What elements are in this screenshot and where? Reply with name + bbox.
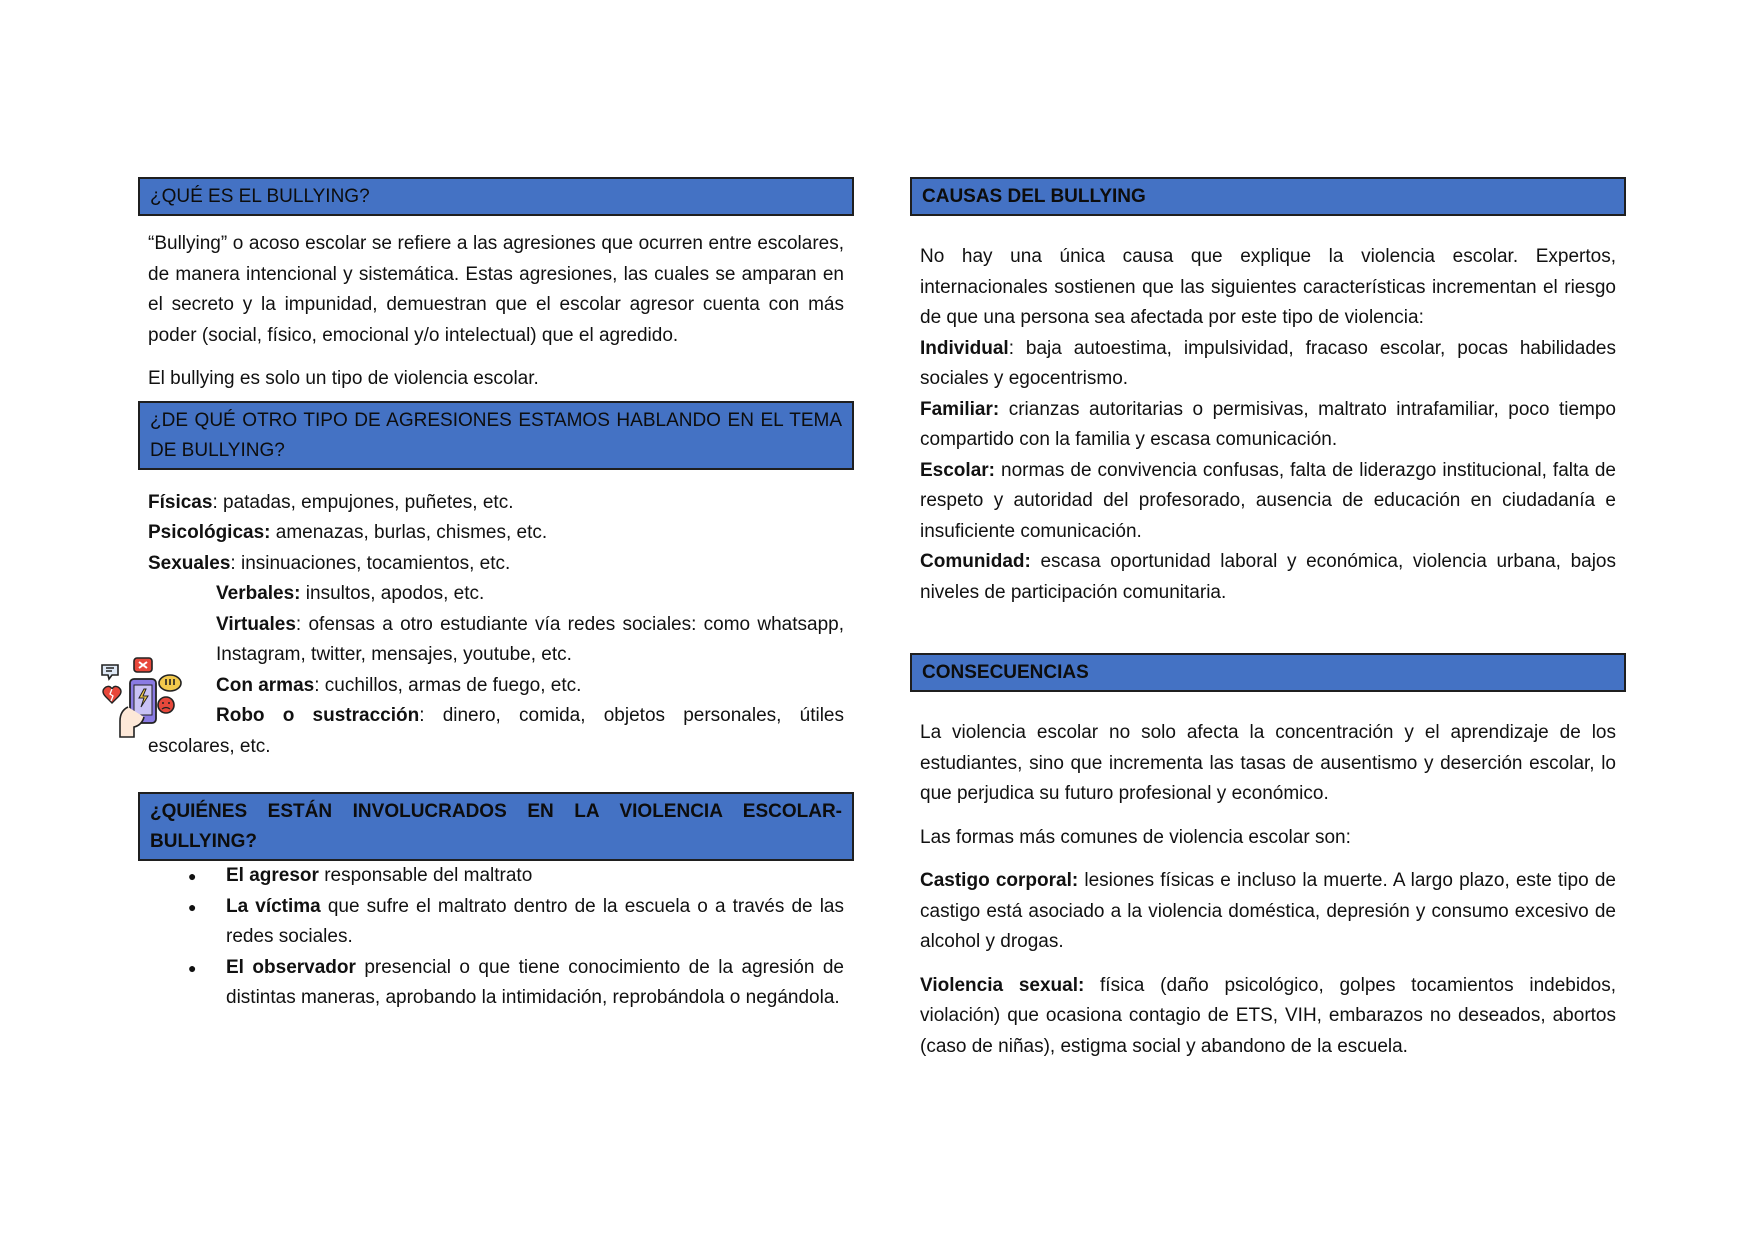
- tipo-desc: cuchillos, armas de fuego, etc.: [319, 674, 582, 696]
- bullet-icon: ●: [188, 868, 197, 884]
- violencia-sexual: [910, 971, 1626, 1063]
- causas-intro: No hay una única causa que explique la violencia escolar. Expertos, internacionales sostienen que las siguientes características incrementan el riesgo de que una persona sea afectada por este tipo de violencia:: [920, 246, 1616, 328]
- tipo-sep: :: [295, 613, 302, 635]
- tipo-term: Con armas: [216, 674, 315, 696]
- involucrado-desc: responsable del maltrato: [318, 865, 533, 886]
- left-column: [138, 177, 854, 1014]
- que-es-note: El bullying es solo un tipo de violencia escolar.: [148, 368, 539, 389]
- tipo-desc: ofensas a otro estudiante vía redes sociales: como whatsapp, Instagram, twitter, mensajes, youtube, etc.: [216, 613, 844, 665]
- tipo-item: [138, 701, 854, 762]
- causa-desc: baja autoestima, impulsividad, fracaso escolar, pocas habilidades sociales y egocentrismo.: [920, 337, 1616, 389]
- castigo-term: Castigo corporal:: [920, 870, 1079, 891]
- causa-desc: normas de convivencia confusas, falta de liderazgo institucional, falta de respeto y autoridad del profesorado, ausencia de educación en ciudadanía e insuficiente comunicación.: [920, 459, 1616, 542]
- involucrado-term: La víctima: [226, 895, 321, 917]
- castigo-corporal: [910, 866, 1626, 958]
- tipo-term: Robo o sustracción: [216, 705, 420, 726]
- causa-desc: escasa oportunidad laboral y económica, violencia urbana, bajos niveles de participación comunitaria.: [920, 551, 1616, 603]
- consecuencias-heading: CONSECUENCIAS: [910, 653, 1626, 692]
- tipo-term: Virtuales: [216, 613, 296, 635]
- tipo-sep: :: [314, 674, 320, 696]
- right-column: [910, 177, 1626, 1062]
- causa-item: [910, 547, 1626, 608]
- tipo-item: [138, 549, 854, 580]
- consecuencias-p1: La violencia escolar no solo afecta la concentración y el aprendizaje de los estudiantes, sino que incrementa las tasas de ausentismo y deserción escolar, lo que perjudica su futuro profesional y económico.: [920, 722, 1616, 804]
- causa-item: [910, 395, 1626, 456]
- tipos-heading: ¿DE QUÉ OTRO TIPO DE AGRESIONES ESTAMOS HABLANDO EN EL TEMA DE BULLYING?: [138, 401, 854, 470]
- tipo-sep: :: [419, 705, 425, 726]
- causa-term: Comunidad:: [920, 551, 1031, 572]
- tipo-desc: insinuaciones, tocamientos, etc.: [235, 552, 511, 574]
- list-item: [188, 953, 844, 1014]
- tipo-term: Físicas: [148, 491, 213, 513]
- causa-desc: crianzas autoritarias o permisivas, maltrato intrafamiliar, poco tiempo compartido con la familia y escasa comunicación.: [920, 398, 1616, 450]
- involucrados-list: [138, 861, 854, 1014]
- tipo-desc: dinero, comida, objetos personales, útiles escolares, etc.: [148, 705, 844, 757]
- tipo-desc: amenazas, burlas, chismes, etc.: [270, 522, 548, 543]
- involucrado-term: El agresor: [226, 865, 319, 886]
- list-item: [188, 892, 844, 953]
- tipo-sep: :: [230, 552, 236, 574]
- causa-term: Familiar:: [920, 398, 1000, 420]
- tipo-item: [138, 579, 854, 610]
- bullet-icon: ●: [188, 898, 197, 915]
- bullet-icon: ●: [188, 959, 197, 976]
- sexual-term: Violencia sexual:: [920, 974, 1085, 996]
- que-es-heading: ¿QUÉ ES EL BULLYING?: [138, 177, 854, 216]
- castigo-desc: lesiones físicas e incluso la muerte. A largo plazo, este tipo de castigo está asociado a la violencia doméstica, depresión y consumo excesivo de alcohol y drogas.: [920, 870, 1616, 952]
- involucrado-desc: presencial o que tiene conocimiento de la agresión de distintas maneras, aprobando la intimidación, reprobándola o negándola.: [226, 956, 844, 1008]
- involucrado-desc: que sufre el maltrato dentro de la escuela o a través de las redes sociales.: [226, 895, 844, 947]
- tipo-item: [138, 671, 854, 702]
- tipo-item: [138, 610, 854, 671]
- tipo-desc: patadas, empujones, puñetes, etc.: [217, 491, 514, 513]
- causa-item: [910, 334, 1626, 395]
- causa-term: Individual: [920, 337, 1009, 359]
- tipo-term: Psicológicas:: [148, 522, 271, 543]
- causa-term: Escolar:: [920, 459, 995, 481]
- sexual-desc: física (daño psicológico, golpes tocamientos indebidos, violación) que ocasiona contagio de ETS, VIH, embarazos no deseados, abortos (caso de niñas), estigma social y abandono de la escuela.: [920, 974, 1616, 1057]
- causa-sep: :: [1008, 337, 1014, 359]
- phone-social-media-icon: [100, 657, 188, 745]
- tipo-desc: insultos, apodos, etc.: [300, 583, 485, 604]
- involucrados-heading: ¿QUIÉNES ESTÁN INVOLUCRADOS EN LA VIOLENCIA ESCOLAR-BULLYING?: [138, 792, 854, 861]
- tipo-sep: :: [212, 491, 218, 513]
- causa-item: [910, 456, 1626, 548]
- consecuencias-p2: Las formas más comunes de violencia escolar son:: [920, 826, 1351, 848]
- involucrado-term: El observador: [226, 956, 356, 978]
- que-es-definition: “Bullying” o acoso escolar se refiere a las agresiones que ocurren entre escolares, de manera intencional y sistemática. Estas agresiones, las cuales se amparan en el secreto y la impunidad, demuestran que el escolar agresor cuenta con más poder (social, físico, emocional y/o intelectual) que el agredido.: [148, 233, 844, 346]
- tipo-item: [138, 488, 854, 519]
- tipo-term: Verbales:: [216, 583, 301, 604]
- list-item: [188, 861, 844, 892]
- causas-heading: CAUSAS DEL BULLYING: [910, 177, 1626, 216]
- tipo-item: [138, 518, 854, 549]
- tipo-term: Sexuales: [148, 552, 231, 574]
